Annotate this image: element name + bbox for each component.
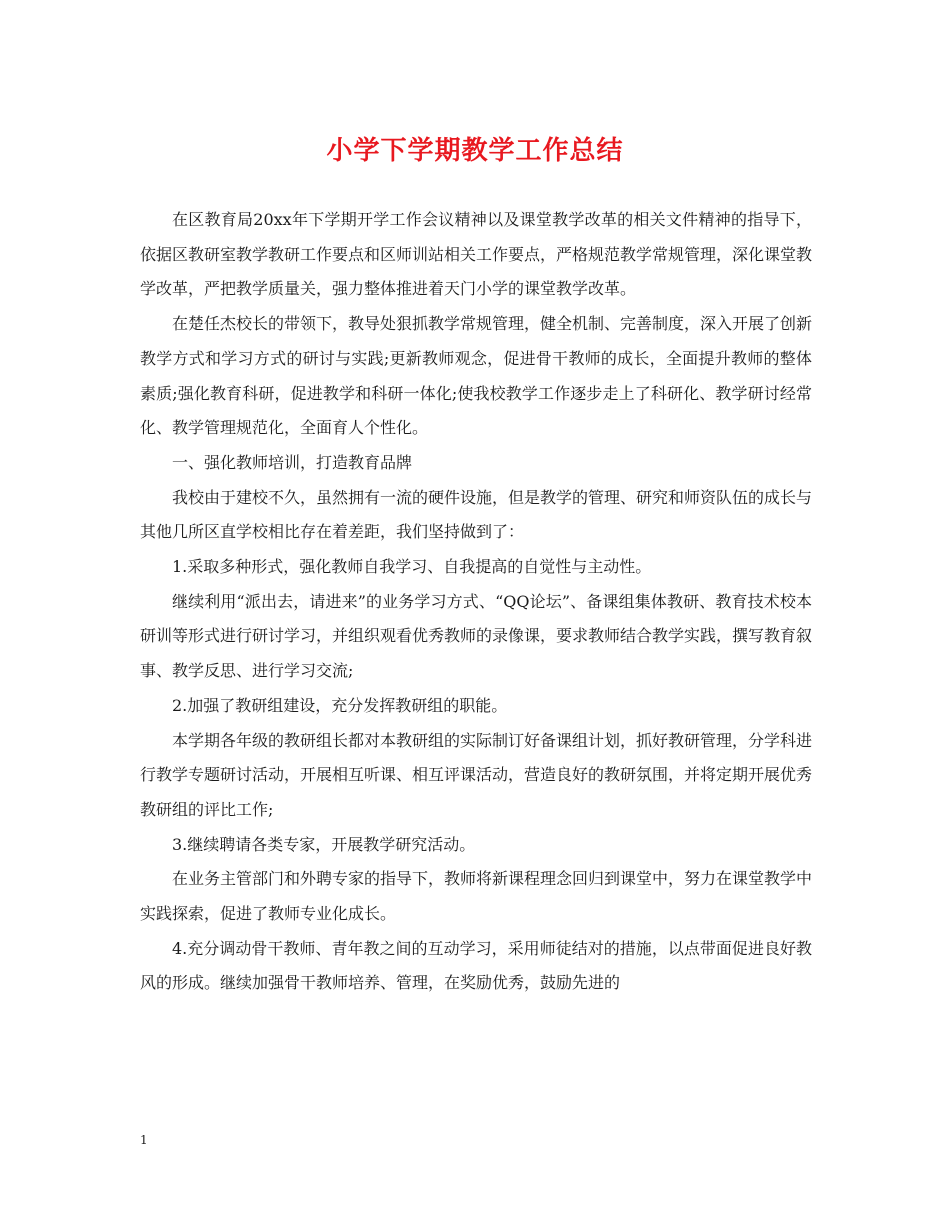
list-item-4: 4.充分调动骨干教师、青年教之间的互动学习，采用师徒结对的措施，以点带面促进良好教风的形成。继续加强骨干教师培养、管理，在奖励优秀，鼓励先进的 [140,938,812,993]
paragraph-3: 我校由于建校不久，虽然拥有一流的硬件设施，但是教学的管理、研究和师资队伍的成长与其他几所区直学校相比存在着差距，我们坚持做到了： [140,487,813,542]
list-item-1: 1.采取多种形式，强化教师自我学习、自我提高的自觉性与主动性。 [172,557,652,577]
list-item-2: 2.加强了教研组建设，充分发挥教研组的职能。 [172,695,508,715]
paragraph-4: 继续利用“派出去，请进来”的业务学习方式、“QQ论坛”、备课组集体教研、教育技术校本研训等形式进行研讨学习，并组织观看优秀教师的录像课，要求教师结合教学实践，撰写教育叙事、教学反思、进行学习交流; [140,591,813,681]
document-title: 小学下学期教学工作总结 [326,136,624,166]
paragraph-1: 在区教育局20xx年下学期开学工作会议精神以及课堂教学改革的相关文件精神的指导下，依据区教研室教学教研工作要点和区师训站相关工作要点，严格规范教学常规管理，深化课堂教学改革，严把教学质量关，强力整体推进着天门小学的课堂教学改革。 [140,210,813,299]
list-item-3: 3.继续聘请各类专家，开展教学研究活动。 [172,834,476,854]
section-heading-1: 一、强化教师培训，打造教育品牌 [172,452,413,472]
paragraph-2: 在楚任杰校长的带领下，教导处狠抓教学常规管理，健全机制、完善制度，深入开展了创新教学方式和学习方式的研讨与实践;更新教师观念，促进骨干教师的成长，全面提升教师的整体素质;强化教育科研，促进教学和科研一体化;使我校教学工作逐步走上了科研化、教学研讨经常化、教学管理规范化，全面育人个性化。 [140,314,813,438]
document-body [140,203,812,1001]
page-number: 1 [140,1133,148,1147]
paragraph-5: 本学期各年级的教研组长都对本教研组的实际制订好备课组计划，抓好教研管理，分学科进行教学专题研讨活动，开展相互听课、相互评课活动，营造良好的教研氛围，并将定期开展优秀教研组的评比工作; [140,730,813,819]
paragraph-6: 在业务主管部门和外聘专家的指导下，教师将新课程理念回归到课堂中，努力在课堂教学中实践探索，促进了教师专业化成长。 [140,869,813,924]
